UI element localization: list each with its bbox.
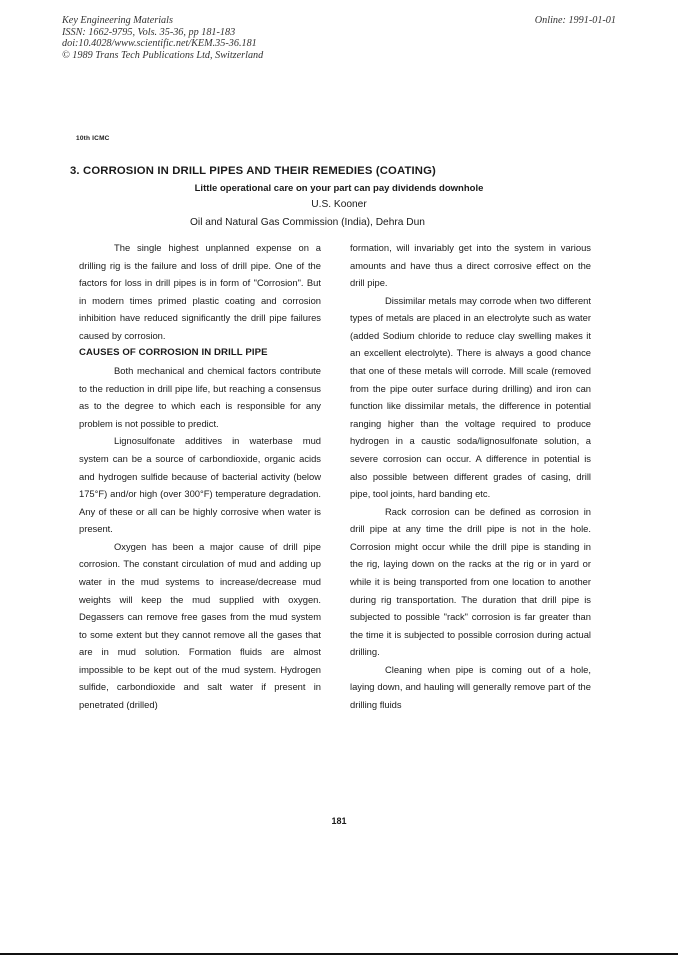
copyright-line: © 1989 Trans Tech Publications Ltd, Switzerland [62,49,264,61]
journal-name: Key Engineering Materials [62,15,173,26]
paragraph: Oxygen has been a major cause of drill pipe corrosion. The constant circulation of mud and adding up water in the mud systems to increase/decrease mud weights will keep the mud supplied with oxygen. Degassers can remove free gases from the mud system to some extent but they cannot remove all the gases that are in mud solution. Formation fluids are almost impossible to be kept out of the mud system. Hydrogen sulfide, carbondioxide and salt water if present in penetrated (drilled) [79,540,321,711]
page-number: 181 [331,816,347,826]
doi-line[interactable]: doi:10.4028/www.scientific.net/KEM.35-36.181 [62,38,257,50]
author-name: U.S. Kooner [311,199,367,210]
paragraph: formation, will invariably get into the system in various amounts and have thus a direct corrosive effect on the drill pipe. [350,242,591,289]
publication-metadata [62,15,263,61]
author-affiliation: Oil and Natural Gas Commission (India), Dehra Dun [190,217,425,228]
bottom-rule [0,953,678,955]
paragraph: Cleaning when pipe is coming out of a hole, laying down, and hauling will generally remove part of the drilling fluids [350,663,591,711]
right-column [350,239,591,714]
section-heading: CAUSES OF CORROSION IN DRILL PIPE [79,347,268,359]
conference-label: 10th ICMC [76,135,110,142]
paragraph: Both mechanical and chemical factors contribute to the reduction in drill pipe life, but reaching a consensus as to the degree to which each is responsible for any problem is not possible to predict. [79,365,321,429]
paragraph: Rack corrosion can be defined as corrosion in drill pipe at any time the drill pipe is not in the hole. Corrosion might occur while the drill pipe is standing in the rig, laying down on the racks at the rig or in yard or while it is being transported from one location to another during rig transportation. The duration that drill pipe is subjected to possible "rack" corrosion is far greater than the time it is subjected to possible corrosion during actual drilling. [350,505,591,658]
article-subtitle: Little operational care on your part can pay dividends downhole [194,183,484,194]
online-date: Online: 1991-01-01 [534,15,616,26]
left-column [79,239,321,714]
article-title: 3. CORROSION IN DRILL PIPES AND THEIR REMEDIES (COATING) [70,165,436,177]
issn-line: ISSN: 1662-9795, Vols. 35-36, pp 181-183 [62,26,236,38]
paragraph: Lignosulfonate additives in waterbase mud system can be a source of carbondioxide, organic acids and hydrogen sulfide because of bacterial activity (below 175°F) and/or high (over 300°F) temperature degradation. Any of these or all can be highly corrosive when water is present. [79,435,321,535]
paragraph: The single highest unplanned expense on a drilling rig is the failure and loss of drill pipe. One of the factors for loss in drill pipes is in form of "Corrosion". But in modern times primed plastic coating and corrosion inhibition have reduced significantly the drill pipe failures caused by corrosion. [79,242,321,341]
paragraph: Dissimilar metals may corrode when two different types of metals are placed in an electrolyte such as water (added Sodium chloride to reduce clay swelling makes it an excellent electrolyte). There is always a good chance that one of these metals will corrode. Mill scale (removed from the pipe outer surface during drilling) and iron can function like dissimilar metals, the difference in potential ranging higher than the voltage required to produce hydrogen in a caustic soda/lignosulfonate solution, a severe corrosion can occur. A difference in potential is also possible between different grades of casing, drill pipe, tool joints, hard banding etc. [350,294,591,500]
